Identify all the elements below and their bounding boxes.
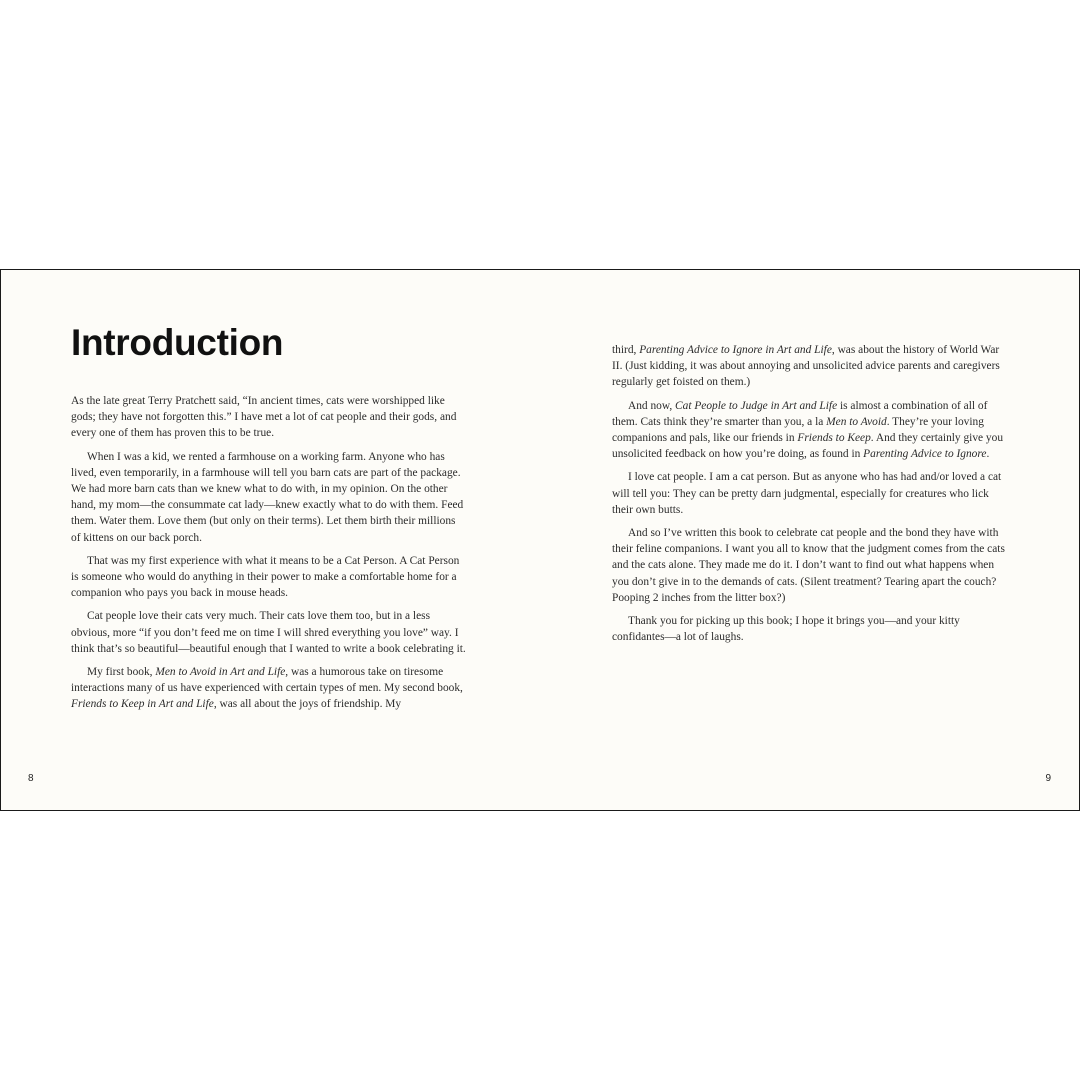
paragraph: That was my first experience with what it means to be a Cat Person. A Cat Person is someone who would do anything in their power to make a comfortable home for a companion who pays you back in mouse heads. <box>71 554 460 600</box>
left-page-body <box>71 393 466 720</box>
paragraph: As the late great Terry Pratchett said, “In ancient times, cats were worshipped like gods; they have not forgotten this.” I have met a lot of cat people and their gods, and every one of them has proven this to be true. <box>71 395 457 440</box>
paragraph: Cat people love their cats very much. Their cats love them too, but in a less obvious, more “if you don’t feed me on time I will shred everything you love” way. I think that’s so beautiful—beautiful enough that I wanted to write a book celebrating it. <box>71 610 466 655</box>
book-title: Cat People to Judge in Art and Life <box>675 399 838 412</box>
right-page-body <box>612 342 1010 652</box>
book-spread <box>0 269 1080 811</box>
book-title: Friends to Keep in Art and Life <box>71 698 214 711</box>
chapter-heading: Introduction <box>71 322 284 363</box>
paragraph: I love cat people. I am a cat person. But as anyone who has had and/or loved a cat will tell you: They can be pretty darn judgmental, especially for creatures who lick their own butts. <box>612 471 1002 516</box>
paragraph: third, Parenting Advice to Ignore in Art and Life, was about the history of World War II. (Just kidding, it was about annoying and unsolicited advice parents and caregivers regularly get foisted on them.) <box>612 344 1000 389</box>
paragraph: When I was a kid, we rented a farmhouse on a working farm. Anyone who has lived, even temporarily, in a farmhouse will tell you barn cats are part of the package. We had more barn cats than we knew what to do with, in my opinion. On the other hand, my mom—the consummate cat lady—knew exactly what to do with them. Feed them. Water them. Love them (but only on their terms). Let them birth their millions of kittens on our back porch. <box>71 450 464 544</box>
book-title: Men to Avoid <box>826 415 887 428</box>
paragraph: And so I’ve written this book to celebrate cat people and the bond they have with their feline companions. I want you all to know that the judgment comes from the cats and the cats alone. They made me do it. I don’t want to find out what happens when you don’t give in to the demands of cats. (Silent treatment? Tearing apart the couch? Pooping 2 inches from the litter box?) <box>612 527 1005 604</box>
paragraph: My first book, Men to Avoid in Art and Life, was a humorous take on tiresome interactions many of us have experienced with certain types of men. My second book, Friends to Keep in Art and Life, was all about the joys of friendship. My <box>71 666 463 711</box>
left-page <box>1 270 540 810</box>
page-number: 9 <box>1045 773 1051 784</box>
paragraph: Thank you for picking up this book; I hope it brings you—and your kitty confidantes—a lot of laughs. <box>612 615 960 644</box>
right-page <box>540 270 1079 810</box>
page-number: 8 <box>28 773 34 784</box>
book-title: Friends to Keep <box>797 432 871 445</box>
book-title: Men to Avoid in Art and Life <box>155 666 286 679</box>
book-title: Parenting Advice to Ignore in Art and Life <box>639 344 832 356</box>
paragraph: And now, Cat People to Judge in Art and Life is almost a combination of all of them. Cats think they’re smarter than you, a la Men to Avoid. They’re your loving companions and pals, like our friends in Friends to Keep. And they certainly give you unsolicited feedback on how you’re doing, as found in Parenting Advice to Ignore. <box>612 399 1004 461</box>
book-title: Parenting Advice to Ignore <box>863 448 987 461</box>
